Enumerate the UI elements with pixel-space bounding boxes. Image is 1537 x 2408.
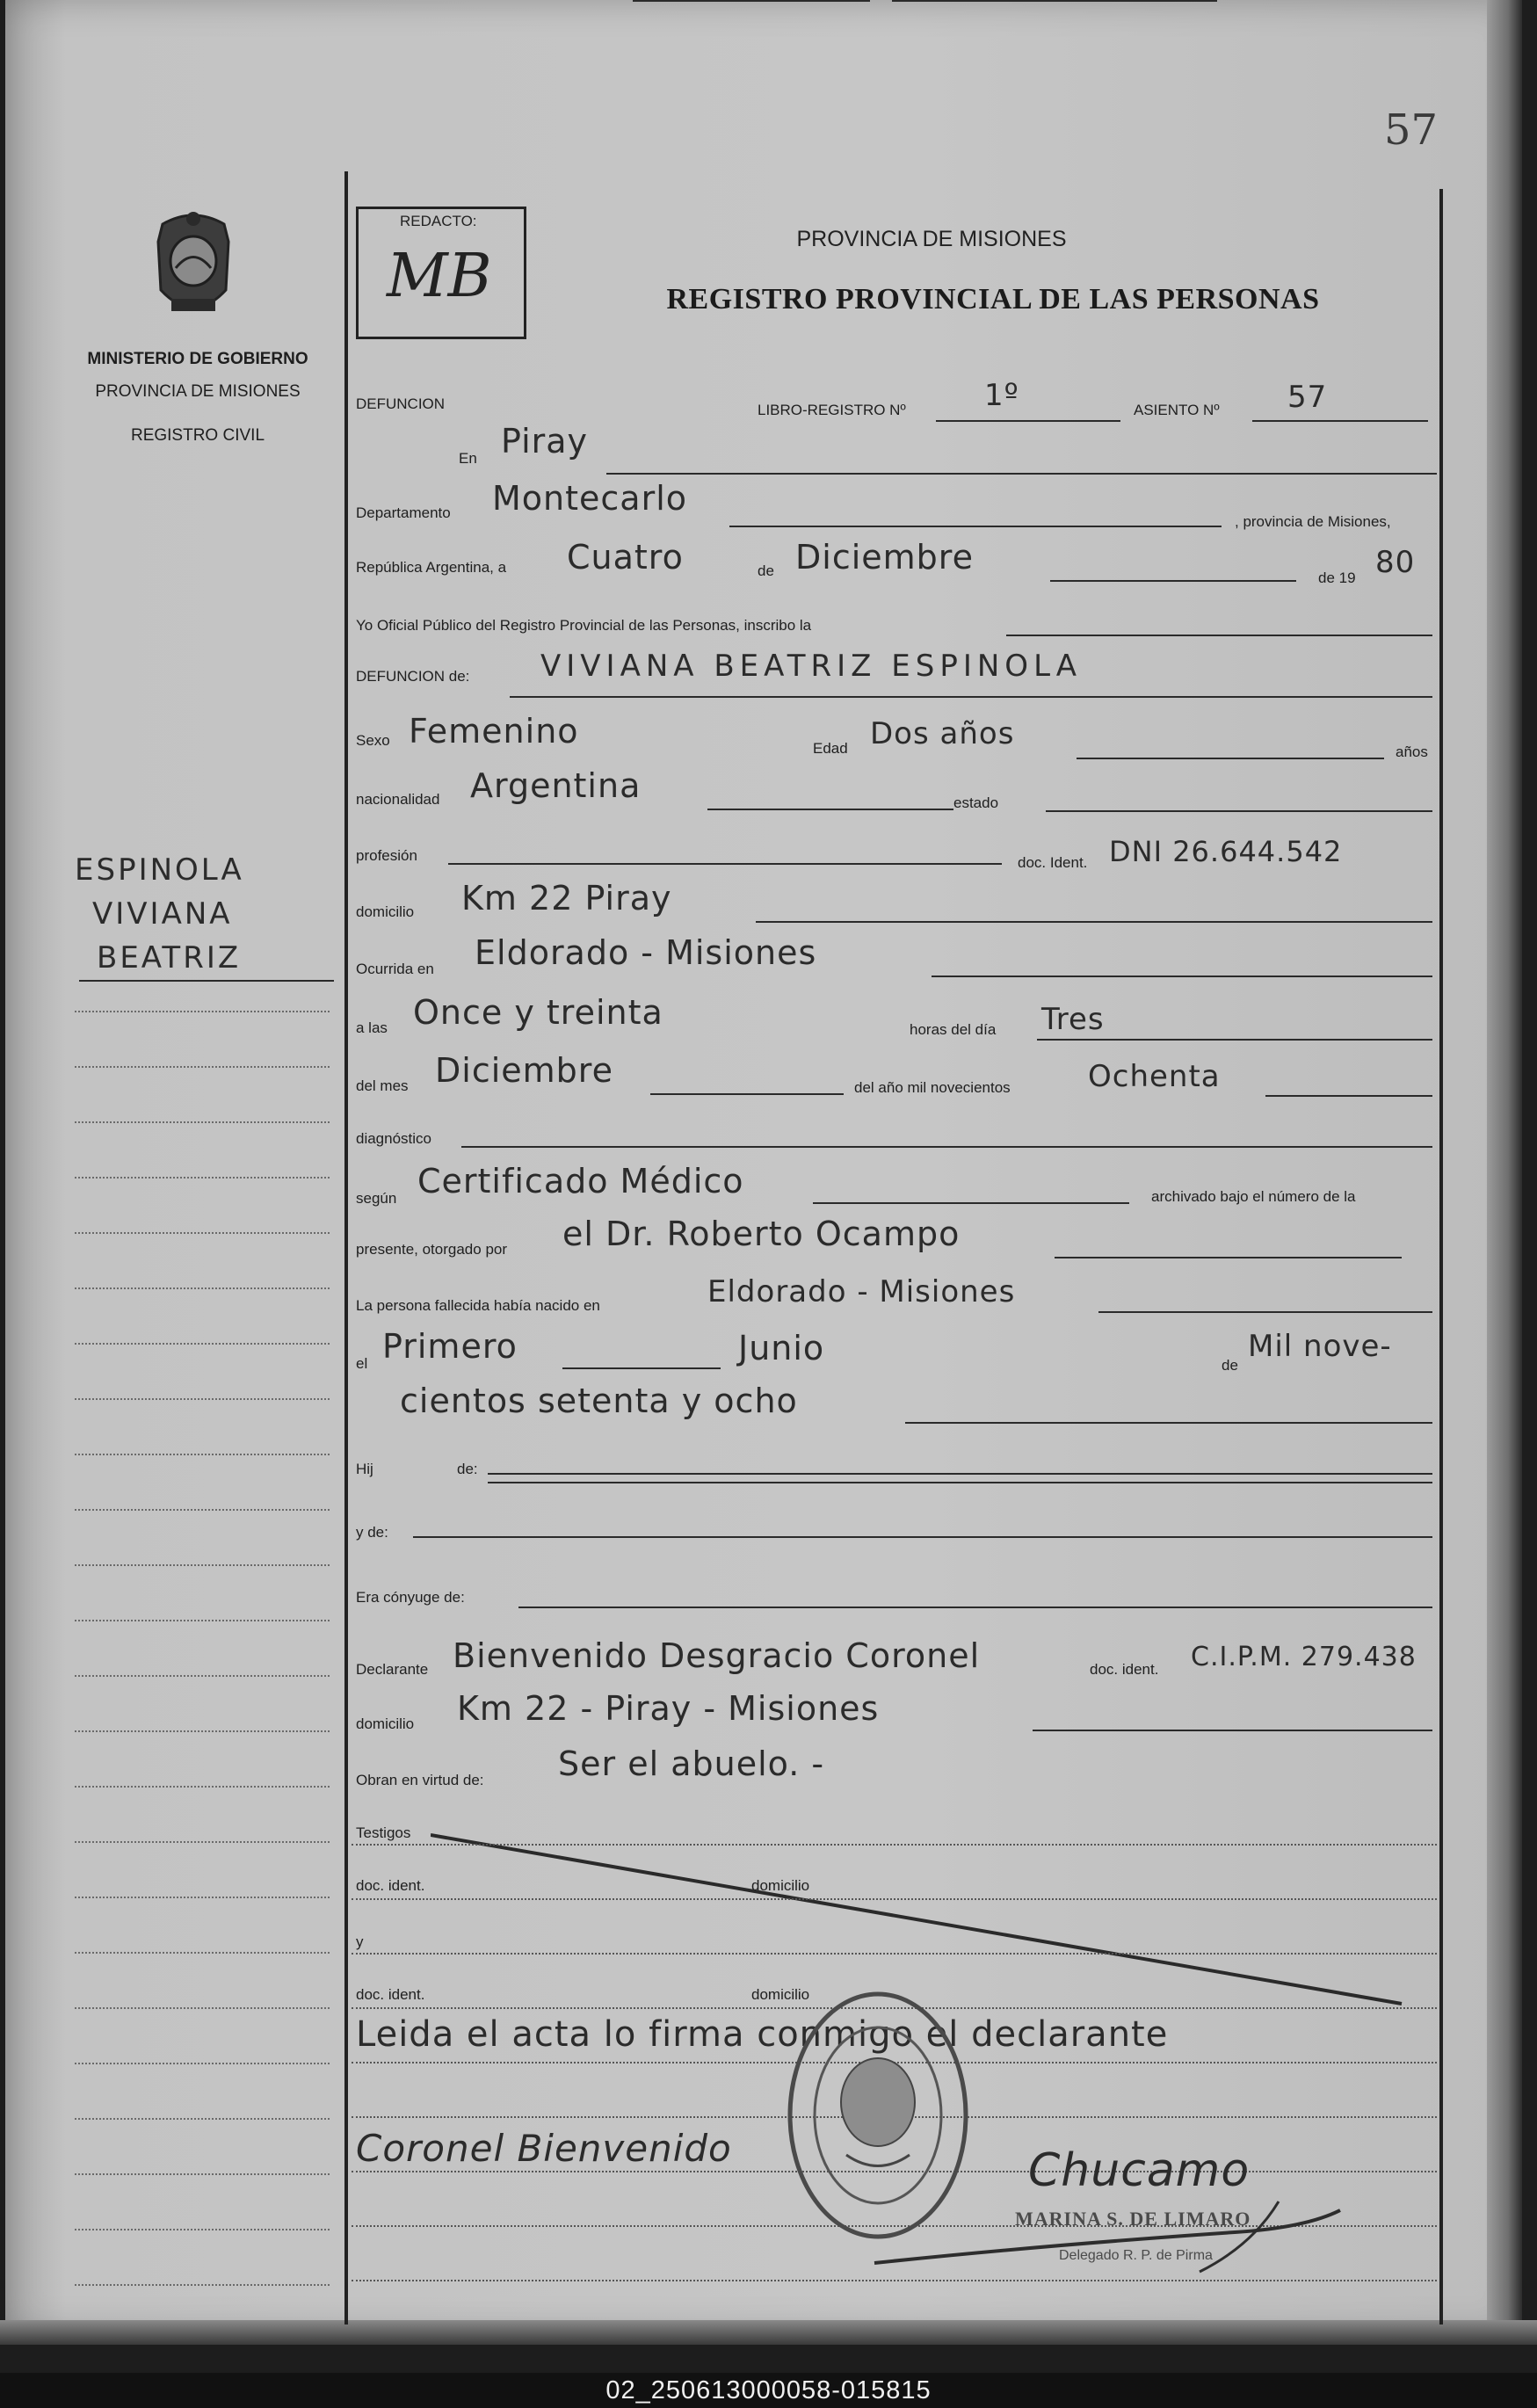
label-domicilio-t2: domicilio [751, 1986, 810, 2003]
label-del-ano: del año mil novecientos [854, 1079, 1011, 1096]
label-anos: años [1396, 743, 1428, 760]
value-hora: Once y treinta [413, 993, 663, 1032]
signature-flourish [866, 2193, 1358, 2281]
margin-rule-line [75, 2118, 330, 2120]
label-en: En [459, 450, 477, 467]
margin-rule-line [75, 2284, 330, 2286]
margin-rule-line [75, 1675, 330, 1677]
label-defuncion-de: DEFUNCION de: [356, 668, 470, 685]
ministry-name: MINISTERIO DE GOBIERNO [87, 350, 308, 368]
value-dia: Cuatro [567, 538, 684, 577]
redacto-initials: MB [387, 242, 492, 311]
margin-rule-line [75, 1841, 330, 1843]
margin-rule-line [75, 2007, 330, 2009]
label-a-las: a las [356, 1019, 388, 1036]
margin-rule-line [75, 1564, 330, 1566]
title-province: PROVINCIA DE MISIONES [796, 227, 1067, 251]
value-segun: Certificado Médico [417, 1162, 744, 1200]
label-de-19: de 19 [1318, 569, 1356, 586]
label-conyuge: Era cónyuge de: [356, 1589, 465, 1606]
label-decl-domicilio: domicilio [356, 1715, 415, 1732]
margin-rule-line [75, 1121, 330, 1123]
label-estado: estado [953, 794, 999, 811]
value-leida: Leida el acta lo firma conmigo el declarante [356, 2014, 1169, 2055]
label-domicilio-t1: domicilio [751, 1877, 810, 1894]
label-del-mes: del mes [356, 1077, 409, 1094]
label-departamento: Departamento [356, 504, 451, 521]
line-nacido-en [1098, 1311, 1432, 1313]
line-nac-dia [562, 1367, 721, 1369]
value-en: Piray [501, 422, 589, 461]
line-padre [488, 1473, 1432, 1475]
label-testigos: Testigos [356, 1824, 411, 1841]
title-registry: REGISTRO PROVINCIAL DE LAS PERSONAS [666, 283, 1320, 316]
ruled-line [352, 1844, 1437, 1846]
label-doc-ident-t1: doc. ident. [356, 1877, 425, 1894]
margin-surname: ESPINOLA [75, 852, 244, 888]
value-nac-mes: Junio [738, 1329, 825, 1367]
stamp-title: Delegado R. P. de Pirma [1059, 2248, 1213, 2263]
signature-oficial: Chucamo [1028, 2144, 1251, 2197]
label-asiento: ASIENTO Nº [1134, 402, 1220, 418]
line-ano-muerte [1265, 1095, 1432, 1097]
margin-rule-line [75, 2063, 330, 2064]
line-hora [738, 0, 870, 2]
line-nac-mes [892, 0, 1217, 2]
registro-civil: REGISTRO CIVIL [130, 426, 265, 445]
label-declarante: Declarante [356, 1661, 429, 1678]
value-declarante: Bienvenido Desgracio Coronel [453, 1636, 981, 1675]
book-bottom-edge [0, 2320, 1537, 2345]
ruled-line [352, 1953, 1437, 1955]
label-republica: República Argentina, a [356, 559, 507, 576]
value-departamento: Montecarlo [492, 479, 688, 518]
margin-rule-line [75, 1066, 330, 1068]
value-doc: DNI 26.644.542 [1109, 835, 1343, 868]
label-doc-ident: doc. Ident. [1018, 854, 1088, 871]
line-asiento [1252, 420, 1428, 422]
margin-first-name: VIVIANA [92, 896, 233, 932]
value-decl-doc: C.I.P.M. 279.438 [1191, 1642, 1417, 1672]
label-nacionalidad: nacionalidad [356, 791, 440, 808]
frame-right-line [1439, 189, 1443, 2325]
value-libro: 1º [984, 378, 1019, 413]
value-nac-dia: Primero [382, 1327, 518, 1366]
label-yo-oficial: Yo Oficial Público del Registro Provincial de las Personas, inscribo la [356, 617, 812, 634]
line-nacionalidad [707, 809, 953, 810]
value-edad: Dos años [870, 716, 1015, 751]
value-mes-muerte: Diciembre [435, 1051, 613, 1090]
signature-declarante: Coronel Bienvenido [356, 2127, 732, 2170]
label-y-testigo: y [356, 1933, 364, 1950]
line-conyuge [518, 1607, 1432, 1608]
label-archivado: archivado bajo el número de la [1151, 1188, 1356, 1205]
label-defuncion: DEFUNCION [356, 395, 446, 412]
margin-rule-line [75, 1509, 330, 1511]
margin-rule-line [75, 1011, 330, 1012]
value-otorgado: el Dr. Roberto Ocampo [562, 1215, 961, 1253]
line-mes [1050, 580, 1296, 582]
label-horas-del-dia: horas del día [910, 1021, 997, 1038]
value-obran: Ser el abuelo. - [558, 1744, 825, 1783]
line-en [606, 473, 1437, 475]
margin-rule-line [75, 1897, 330, 1898]
line-otorgado [1055, 1257, 1402, 1258]
label-hij: Hij [356, 1461, 373, 1477]
value-dia-muerte: Tres [1041, 1002, 1105, 1037]
margin-rule-line [75, 1398, 330, 1400]
line-nombre [510, 696, 1432, 698]
page-number: 57 [1384, 105, 1439, 155]
label-de: de [758, 562, 774, 579]
label-domicilio: domicilio [356, 903, 415, 920]
margin-rule-line [75, 1952, 330, 1954]
margin-second-name: BEATRIZ [97, 940, 242, 976]
value-nac-ano-1: Mil nove- [1248, 1329, 1392, 1364]
margin-rule-line [75, 1786, 330, 1788]
line-yo-oficial [1006, 635, 1432, 636]
value-sexo: Femenino [409, 712, 579, 751]
margin-rule-line [75, 1454, 330, 1455]
label-el: el [356, 1355, 368, 1372]
frame-left-line [344, 171, 348, 2325]
value-decl-domicilio: Km 22 - Piray - Misiones [457, 1689, 880, 1728]
margin-rule-line [75, 1730, 330, 1732]
margin-rule-line [75, 1287, 330, 1289]
label-presente: presente, otorgado por [356, 1241, 508, 1258]
label-de-nac: de [1222, 1357, 1238, 1374]
line-padre-2 [488, 1482, 1432, 1483]
label-doc-ident-t2: doc. ident. [356, 1986, 425, 2003]
line-estado [1046, 810, 1432, 812]
value-ocurrida: Eldorado - Misiones [475, 933, 817, 972]
ruled-line [352, 1898, 1437, 1900]
book-edge [1487, 0, 1522, 2338]
line-profesion [448, 863, 1002, 865]
line-domicilio [756, 921, 1432, 923]
image-identifier: 02_250613000058-015815 [605, 2376, 932, 2404]
margin-rule-line [75, 2173, 330, 2175]
value-mes: Diciembre [795, 538, 974, 577]
line-mes-muerte [650, 1093, 844, 1095]
label-segun: según [356, 1190, 397, 1207]
value-nacido-en: Eldorado - Misiones [707, 1274, 1016, 1309]
margin-rule-line [75, 1620, 330, 1621]
line-dia-muerte [1037, 1039, 1432, 1041]
line-edad [1077, 758, 1384, 759]
margin-underline [79, 980, 334, 982]
margin-rule-line [75, 1343, 330, 1345]
label-nacido-en: La persona fallecida había nacido en [356, 1297, 600, 1314]
label-libro: LIBRO-REGISTRO Nº [758, 402, 906, 418]
label-y-de: y de: [356, 1524, 388, 1541]
line-departamento [729, 526, 1222, 527]
label-edad: Edad [813, 740, 848, 757]
label-decl-doc: doc. ident. [1090, 1661, 1159, 1678]
line-libro [936, 420, 1120, 422]
value-ano-muerte: Ochenta [1088, 1059, 1221, 1094]
line-decl-domicilio [1033, 1730, 1432, 1731]
margin-rule-line [75, 2229, 330, 2230]
margin-rule-line [75, 1232, 330, 1234]
label-sexo: Sexo [356, 732, 390, 749]
value-ano: 80 [1375, 545, 1416, 580]
label-ocurrida-en: Ocurrida en [356, 961, 434, 977]
label-profesion: profesión [356, 847, 417, 864]
provincial-crest-icon [145, 207, 242, 330]
margin-rule-line [75, 1177, 330, 1179]
value-nacionalidad: Argentina [470, 766, 642, 805]
redacto-label: REDACTO: [400, 213, 477, 229]
label-de-padre: de: [457, 1461, 478, 1477]
line-segun [813, 1202, 1129, 1204]
ministry-province: PROVINCIA DE MISIONES [95, 382, 301, 401]
line-diagnostico [461, 1146, 1432, 1148]
value-nombre: VIVIANA BEATRIZ ESPINOLA [540, 649, 1083, 684]
label-obran: Obran en virtud de: [356, 1772, 484, 1788]
line-ocurrida [932, 976, 1432, 977]
value-asiento: 57 [1287, 380, 1328, 415]
line-madre [413, 1536, 1432, 1538]
value-domicilio: Km 22 Piray [461, 879, 672, 918]
stamp-name: MARINA S. DE LIMARO [1015, 2208, 1251, 2230]
label-provincia-misiones: , provincia de Misiones, [1235, 513, 1391, 530]
label-diagnostico: diagnóstico [356, 1130, 432, 1147]
value-nac-ano-2: cientos setenta y ocho [400, 1382, 798, 1420]
line-nac-ano-2 [905, 1422, 1432, 1424]
